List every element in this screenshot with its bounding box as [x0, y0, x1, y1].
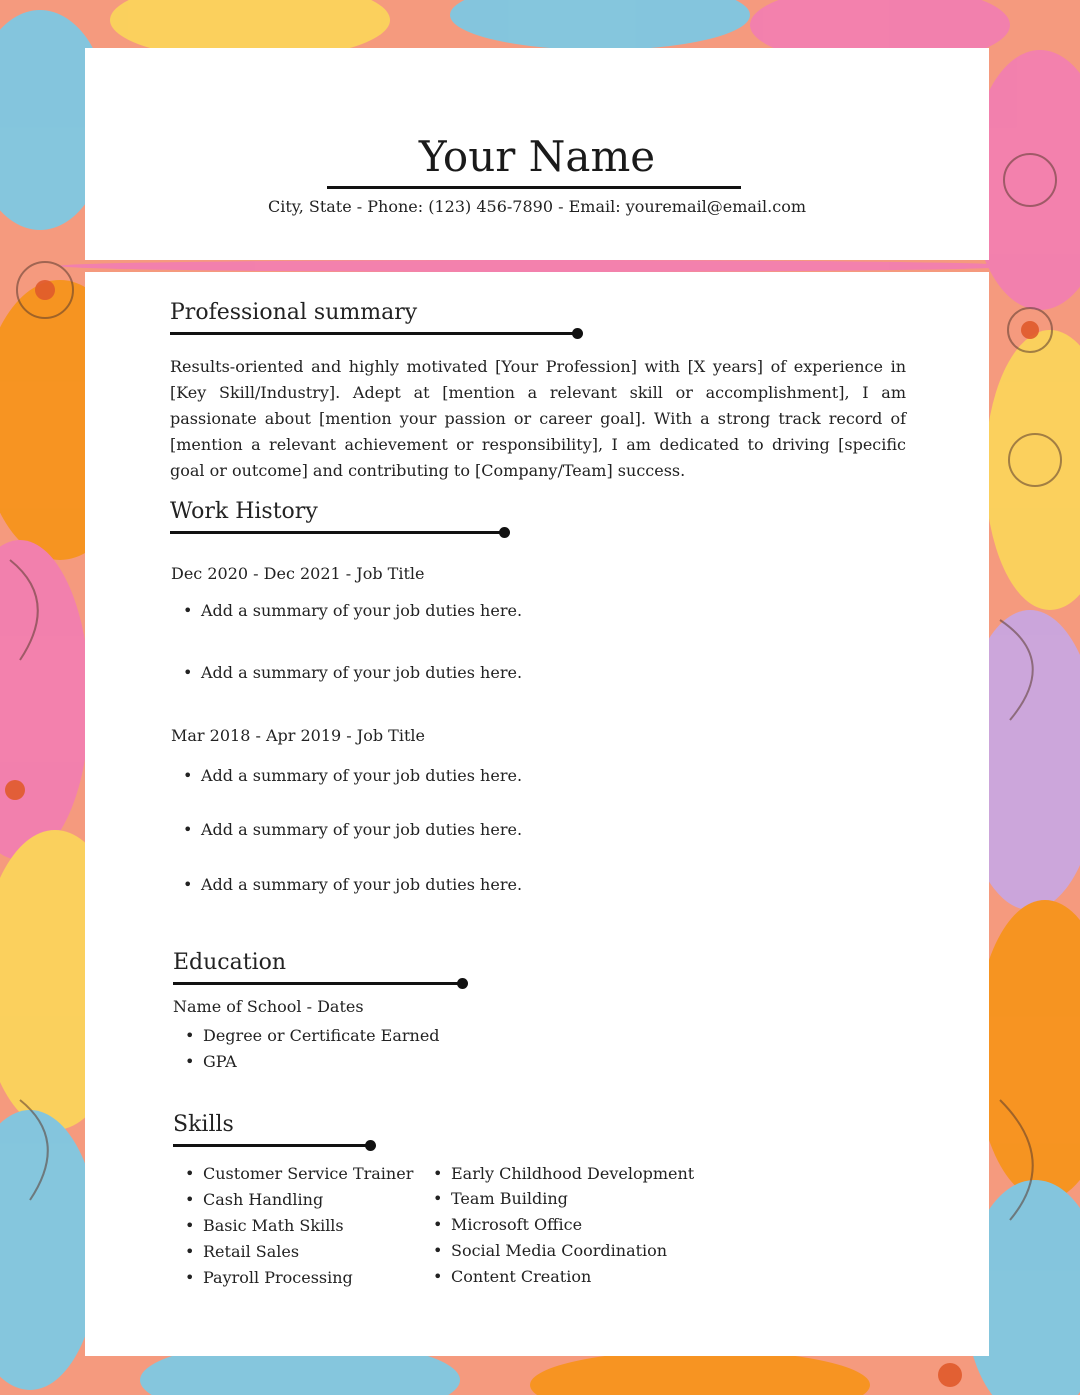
resume-body — [85, 272, 989, 1356]
skill-text: Retail Sales — [203, 1242, 300, 1261]
skill-text: Early Childhood Development — [451, 1164, 695, 1183]
skill-item: • Microsoft Office — [433, 1215, 583, 1234]
education-divider — [173, 982, 463, 985]
job-duty-text: Add a summary of your job duties here. — [201, 766, 523, 785]
summary-text: Results-oriented and highly motivated [Your Profession] with [X years] of experience in [Key Skill/Industry]. Adept at [mention a relevant skill or accomplishment], I am passionate about [mention your passion or career goal]. With a strong track record of [mention a relevant achievement or responsibility], I am dedicated to driving [specific goal or outcome] and contributing to [Company/Team] success. — [170, 357, 906, 480]
skill-item: • Basic Math Skills — [185, 1216, 344, 1235]
job-duty: • Add a summary of your job duties here. — [183, 766, 523, 785]
skill-item: • Cash Handling — [185, 1190, 324, 1209]
skill-text: Microsoft Office — [451, 1215, 583, 1234]
education-item-text: GPA — [203, 1052, 237, 1071]
summary-section-header — [170, 300, 578, 335]
education-item: • GPA — [185, 1052, 237, 1071]
education-item: • Degree or Certificate Earned — [185, 1026, 440, 1045]
skills-divider — [173, 1144, 371, 1147]
job-duty-text: Add a summary of your job duties here. — [201, 820, 523, 839]
contact-line: City, State - Phone: (123) 456-7890 - Email: youremail@email.com — [268, 197, 806, 216]
work-section-header — [170, 499, 505, 534]
resume-name: Your Name — [418, 132, 656, 181]
job-duty: • Add a summary of your job duties here. — [183, 820, 523, 839]
job-duty-text: Add a summary of your job duties here. — [201, 601, 523, 620]
job-heading: Dec 2020 - Dec 2021 - Job Title — [171, 564, 425, 583]
skill-item: • Retail Sales — [185, 1242, 300, 1261]
skills-section-header — [173, 1112, 371, 1147]
school-line: Name of School - Dates — [173, 997, 364, 1016]
work-title: Work History — [170, 499, 318, 524]
skill-text: Payroll Processing — [203, 1268, 353, 1287]
job-duty: • Add a summary of your job duties here. — [183, 663, 523, 682]
skill-item: • Content Creation — [433, 1267, 592, 1286]
job-duty-text: Add a summary of your job duties here. — [201, 875, 523, 894]
skills-title: Skills — [173, 1112, 234, 1137]
skill-item: • Customer Service Trainer — [185, 1164, 414, 1183]
skill-text: Social Media Coordination — [451, 1241, 668, 1260]
name-underline — [327, 186, 741, 189]
job-heading: Mar 2018 - Apr 2019 - Job Title — [171, 726, 425, 745]
education-title: Education — [173, 950, 287, 975]
skill-item: • Social Media Coordination — [433, 1241, 668, 1260]
summary-divider — [170, 332, 578, 335]
skill-text: Basic Math Skills — [203, 1216, 344, 1235]
header-panel — [85, 48, 989, 260]
job-duty-text: Add a summary of your job duties here. — [201, 663, 523, 682]
skill-text: Cash Handling — [203, 1190, 324, 1209]
skill-item: • Team Building — [433, 1189, 568, 1208]
education-item-text: Degree or Certificate Earned — [203, 1026, 440, 1045]
skill-text: Team Building — [451, 1189, 568, 1208]
job-duty: • Add a summary of your job duties here. — [183, 601, 523, 620]
summary-title: Professional summary — [170, 300, 418, 325]
job-duty: • Add a summary of your job duties here. — [183, 875, 523, 894]
skill-text: Content Creation — [451, 1267, 592, 1286]
work-divider — [170, 531, 505, 534]
skill-text: Customer Service Trainer — [203, 1164, 414, 1183]
education-section-header — [173, 950, 463, 985]
skill-item: • Early Childhood Development — [433, 1164, 695, 1183]
skill-item: • Payroll Processing — [185, 1268, 353, 1287]
